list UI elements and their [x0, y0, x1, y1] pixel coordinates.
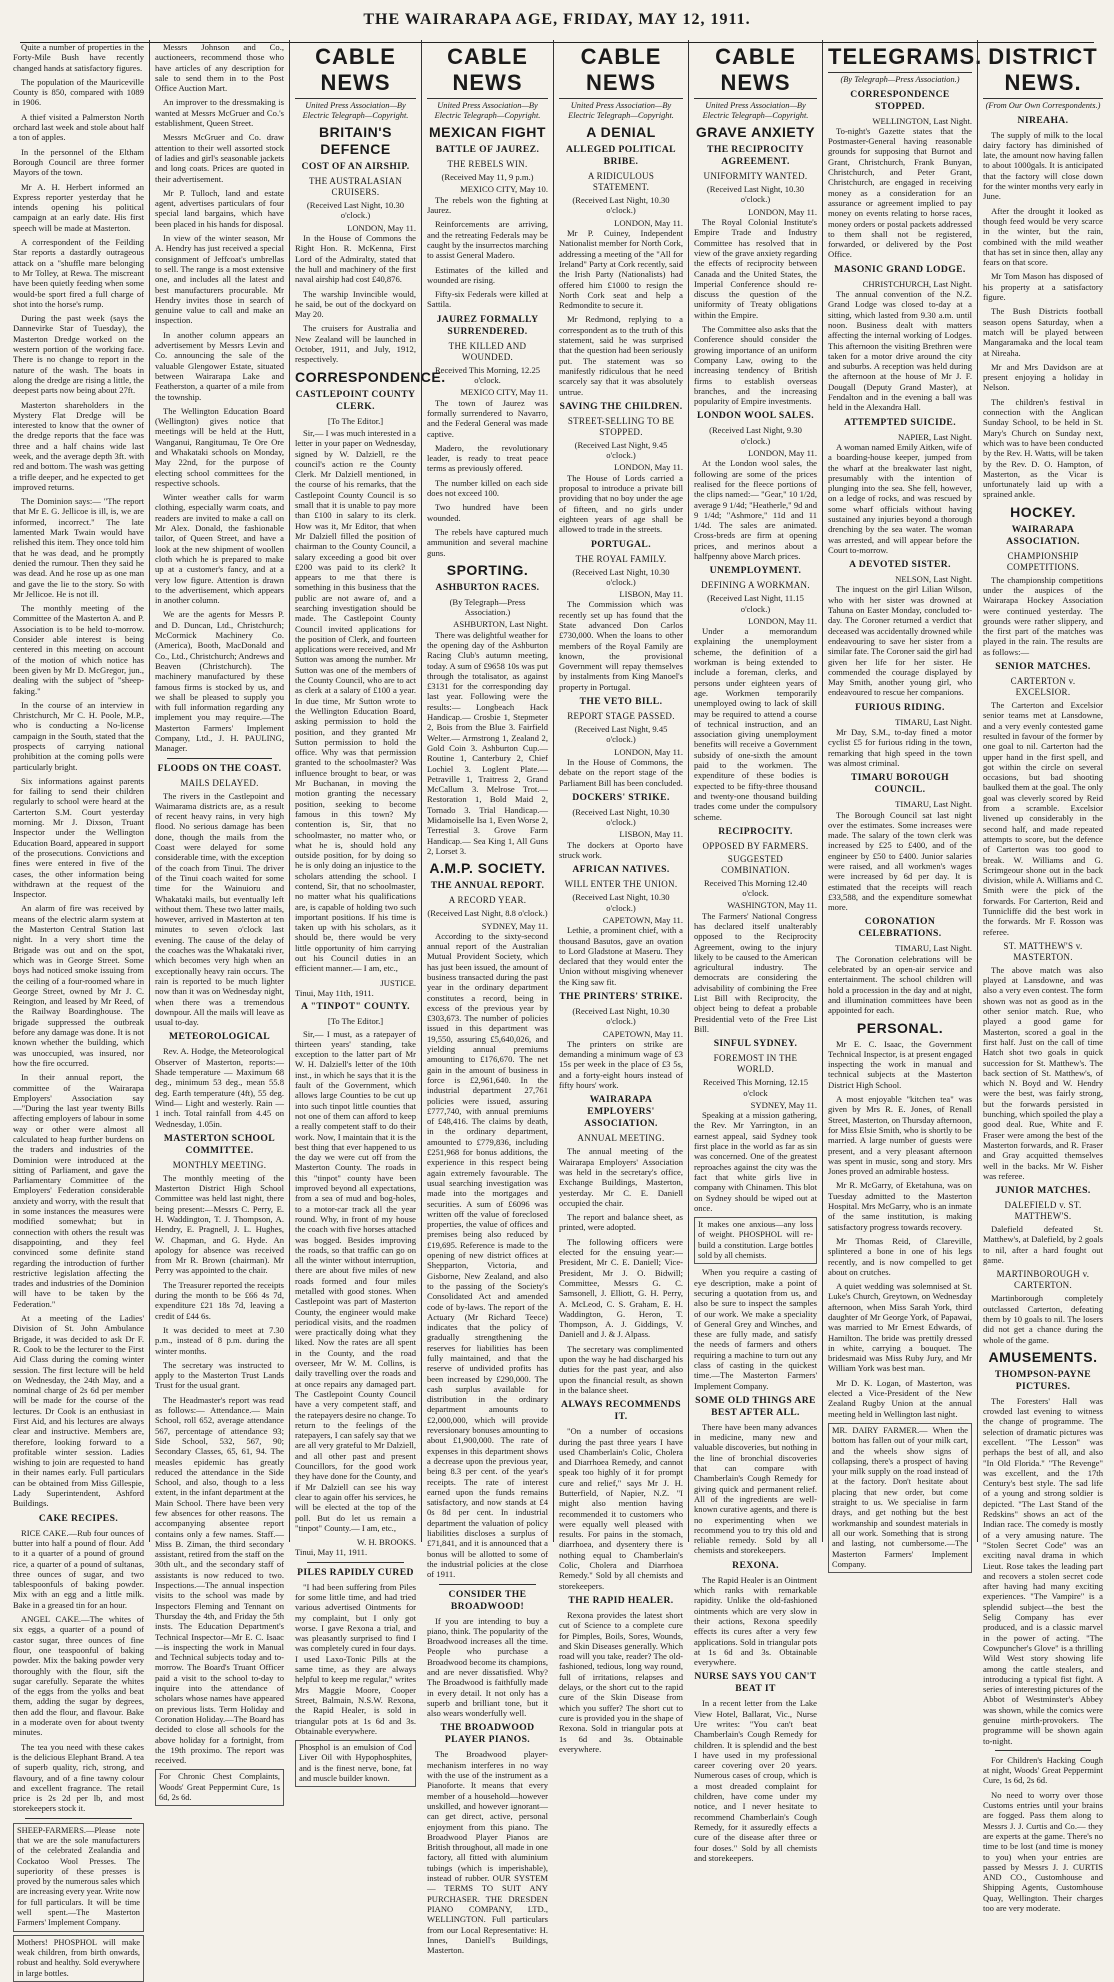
paragraph: Masterton shareholders in the Mystery Flat Dredge will be interested to know that the owner of the dredge reports that the face was three and a half chains wide last week, and the average depth 3ft. with red and bottom. The wash was getting a trifle deeper, and he expected to get improved returns. — [13, 399, 144, 492]
paragraph: The tea you need with these cakes is the delicious Elephant Brand. A tea of superb quality, rich, strong, and flavoury, and of a fine tawny colour and excellent fragrance. The retail price is 2s 2d per lb, and most storekeepers stock it. — [13, 1741, 144, 1814]
britains-defence-heading: BRITAIN'S DEFENCE — [319, 124, 392, 158]
pictures-subheading: THOMPSON-PAYNE PICTURES. — [994, 1368, 1092, 1392]
floods-text: The rivers in the Castlepoint and Waimarama districts are, as a result of recent heavy rains, in very high flood. No serious damage has been done, though the mails from the Coast were delayed for some considerable time, with the exception of the coach from Tinui. The driver of the Tinui coach waited for some time for the Wainuioru and Whakataki mails, but eventually left without them. These two latter mails, however, arrived in Masterton at ten minutes to seven o'clock last evening. The cause of the delay of the coaches was the Whakataki river, which becomes very high when an exceptionally heavy rain occurs. The rain is reported to be much lighter now than it was on Wednesday night, when there was a tremendous downpour. All the mails will leave as usual to-day. — [155, 790, 284, 1028]
floods-subheading: MAILS DELAYED. — [180, 777, 259, 788]
opposed-subheading: OPPOSED BY FARMERS. — [702, 840, 809, 851]
cake-recipes-heading: CAKE RECIPES. — [38, 1512, 119, 1524]
paragraph: Mr P. Tulloch, land and estate agent, advertises particulars of four special land bargains, which have been placed in his hands for disposal. — [155, 187, 284, 229]
st-matthews-masterton-heading: ST. MATTHEW'S v. MASTERTON. — [1003, 940, 1083, 962]
britain-items — [295, 233, 416, 365]
cable-byline: United Press Association—By Electric Telegraph—Copyright. — [568, 101, 674, 120]
employers-association-heading: WAIRARAPA EMPLOYERS' ASSOCIATION. — [584, 1094, 658, 1130]
letter-date: Tinui, May 11, 1911. — [295, 1547, 368, 1558]
carterton-excelsior-heading: CARTERTON v. EXCELSIOR. — [1010, 676, 1076, 698]
dateline: CHRISTCHURCH, Last Night. — [862, 278, 972, 289]
unemployment-text: Under a memorandum explaining the unemployment scheme, the definition of a workman is being extended to include a foreman, clerks, and persons under eighteen years of age. Workmen temporarily unemployed owing to lack of skill may be required to attend a course of technical instruction, and an association giving unemployment benefits will receive a Government subsidy of one-sixth the amount paid to the workmen. The expenditure of these bodies is expected to be fifty-three thousand and twenty-one thousand building trades come under the compulsory scheme. — [694, 626, 817, 822]
always-recommends-text: "On a number of occasions during the past three years I have used Chamberlain's Colic, Cholera and Diarrhoea Remedy, and cannot speak too highly of it for prompt cure and relief," says Mr J. H. Butterfield, of Napier, N.Z. "I might also mention having recommended it to customers who were equally well pleased with results. For pains in the stomach, diarrhoea, and dysentery there is nothing equal to Chamberlain's Colic, Cholera and Diarrhoea Remedy." Sold by all chemists and storekeepers. — [559, 1426, 683, 1591]
paragraph: The secretary was complimented upon the way he had discharged his duties for the past year, and also upon the financial result, as shown in the balance sheet. — [559, 1343, 683, 1395]
uniformity-subheading: UNIFORMITY WANTED. — [703, 171, 808, 182]
dairy-farmer-ad: MR. DAIRY FARMER.— When the bottom has fallen out of your milk cart, and the wheels show signs of collapsing, there's a prospect of having your milk supply on the road instead of at the factory. Don't hesitate about placing that new order, but come straight to us. We specialise in farm drays, and get nothing but the best workmanship and soundest materials in all our work. Something that is strong and lasting, not cumbersome.—The Masterton Farmers' Implement Company. — [828, 1423, 972, 1573]
received-line: Received This Morning 12.40 o'clock. — [704, 877, 807, 899]
advertisement: Mothers! PHOSPHOL will make weak children, from birth onwards, robust and healthy. Sold everywhere in large bottles. — [13, 1935, 144, 1982]
cable-byline: United Press Association—By Electric Telegraph—Copyright. — [302, 101, 409, 120]
furious-riding-heading: FURIOUS RIDING. — [855, 701, 945, 713]
received-line: (Received Last Night, 9.45 o'clock.) — [574, 724, 668, 745]
workman-subheading: DEFINING A WORKMAN. — [701, 580, 810, 591]
employers-items — [559, 1146, 683, 1395]
telegrams-byline: (By Telegraph—Press Association.) — [840, 75, 960, 84]
advertisement: SHEEP-FARMERS.—Please note that we are the sole manufacturers of the celebrated Zealandia and Cockatoo Wool Presses. The superiority of these presses is proved by the numerous sales which are increasing every year. Write now for full particulars. It will be time well spent.—The Masterton Farmers' Implement Company. — [13, 1823, 144, 1932]
royal-family-subheading: THE ROYAL FAMILY. — [575, 553, 667, 564]
amusements-text: The Foresters' Hall was crowded last evening to witness the change of programme. The selection of dramatic pictures was excellent. "The Lesson" was perhaps the best of all, and also "In Old Florida." "The Revenge" was excellent, and the 17th Century's best style. The sad life of a young and strong soldier is depicted. "The Last Stand of the Redskins" shows an act of the Indian race. The comedy is mostly of a very amusing nature. The "Stolen Secret Code" was an exciting naval drama in which Lieut. Rose takes the leading part and recovers a stolen secret code after having had many exciting experiences. "The Vampire" is a splendid subject—the best the Selig Company has ever produced, and is a classic marvel in the power of acting. "The Cowpuncher's Glove" is a thrilling Wild West story showing life among the cattle stealers, and introducing a typical fist fight. A series of interesting pictures of the Abbot of Westminster's Abbey was shown, while the comics were genuine mirth-provokers. The programme will be shown again to-night. — [983, 1395, 1103, 1746]
jaurez-battle-subheading: BATTLE OF JAUREZ. — [435, 144, 540, 156]
school-committee-items — [155, 1173, 284, 1766]
nireaha-items — [983, 130, 1103, 500]
political-bribe-subheading: ALLEGED POLITICAL BRIBE. — [566, 144, 676, 168]
paragraph: Madero, the revolutionary leader, is ready to treat peace terms as previously offered. — [427, 442, 548, 474]
divider — [167, 758, 272, 759]
carterton-excelsior-text: The Carterton and Excelsior senior teams met at Lansdowne, and a very evenly contested game resulted in favour of the former by one goal to nil. Carterton had the upper hand in the first spell, and got within the circle on several occasions, but bad shooting baulked them at the goal. The only goal was cleverly scored by Reid from a scramble. Excelsior livened up considerably in the second half, and made repeated attempts to score, but the defence of Carterton was too good to break. W. Williams and G. Scrimgeour shone out in the back division, while A. Williams and C. Smith were the pick of the forwards. For Carterton, Reid and Tunnicliffe did the best work in the forwards. Mr F. Rosson was referee. — [983, 700, 1103, 937]
reciprocity-text: The Farmers' National Congress has declared itself unalterably opposed to the Reciprocity Agreement, owing to the injury likely to be caused to the American agricultural industry. The democrats are considering the advisability of combining the Free List Bill with Reciprocity, the object being to defeat a probable Presidential veto of the Free List Bill. — [694, 910, 817, 1034]
african-text: Lethie, a prominent chief, with a thousand Basutos, gave an ovation to Lord Gladstone at Maseru. They declared that they would enter the Union without misgiving whenever the King saw fit. — [559, 925, 683, 987]
paragraph: Mr Thomas Reid, of Clareville, splintered a bone in one of his legs recently, and is now compelled to get about on crutches. — [828, 1235, 972, 1277]
piles-text: "I had been suffering from Piles for some little time, and had tried various advertised Ointments for my complaint, but I only got worse. I gave Rexona a trial, and was pleasantly surprised to find I was completely cured in four days. I used Laxo-Tonic Pills at the same time, as they are always helpful to keep me regular," writes Mrs Maggie Moore, Cooper Street, Balmain, N.S.W. Rexona, the Rapid Healer, is sold in triangular pots at 1s 6d and 3s. Obtainable everywhere. — [295, 1581, 416, 1736]
denial-items — [559, 228, 683, 397]
paragraph: Sir,— I was much interested in a letter in your paper on Wednesday, signed by W. Dalziell, re the council's action re the County Clerk. Mr Dalziell mentioned, in the course of his remarks, that the Castlepoint County Council is so small that it is unable to pay more than £100 in salary to its clerk. How was it, Mr Editor, that when Mr Dalziell filled the position of chairman to the County Council, a salary exceeding a good bit over £200 was paid to its clerk? It appears to me that there is something in this business that the public are not aware of, and a searching investigation should be made. The Castlepoint County Council invited applications for the position of Clerk, and fourteen applications were received, and Mr Sutton was among the number. Mr Sutton was one of the members of the County Council, who are to act as clerk at a salary of £100 a year. In due time, Mr Sutton wrote to the Wellington Education Board, asking permission to hold the position, and they granted Mr Sutton permission to hold the office. Why was that permission granted to the schoolmaster? Was influence brought to bear, or was Mr Buchanan, in moving the motion granting the necessary position, seeking to become famous in this town? My contention is, Sir, that no schoolmaster, no matter who, or what he is, should hold any outside position, for by doing so he is only doing an injustice to the scholars attending the school. I contend, Sir, that no schoolmaster, no matter what his qualifications are, is capable of holding two such important positions. If his time is taken up with his scholars, as it should be, there would be very little opportunity of him carrying out his Council duties in an efficient manner.— I am, etc., — [295, 427, 416, 974]
unemployment-heading: UNEMPLOYMENT. — [709, 565, 802, 577]
dateline: LISBON, May 11. — [619, 829, 683, 840]
player-pianos-heading: THE BROADWOOD PLAYER PIANOS. — [440, 1722, 535, 1746]
column-5 — [554, 40, 689, 1754]
local-paragraphs — [13, 42, 144, 1509]
paragraph: In another column appears an advertisement by Messrs Levin and Co. announcing the sale of the valuable Glengower Estate, situated between Wairarapa Lake and Featherston, a quarter of a mile from the township. — [155, 329, 284, 402]
sinful-sydney-heading: SINFUL SYDNEY. — [713, 1038, 798, 1050]
correspondence-heading: CORRESPONDENCE. — [295, 368, 446, 385]
dateline: CAPETOWN, May 11. — [602, 914, 683, 925]
column-1 — [8, 40, 150, 1978]
meteor-heading: METEOROLOGICAL — [168, 1031, 271, 1043]
jaurez-surrender-heading: JAUREZ FORMALLY SURRENDERED. — [436, 313, 539, 337]
district-news-heading: DISTRICT NEWS. — [983, 44, 1103, 99]
paragraph: In the course of an interview in Christchurch, Mr C. H. Poole, M.P., who is conducting a No-license campaign in the South, stated that the prospects of carrying national prohibition at the coming polls were particularly bright. — [13, 699, 144, 772]
killed-wounded-subheading: THE KILLED AND WOUNDED. — [448, 340, 527, 362]
dateline: LONDON, May 11. — [748, 206, 817, 217]
masthead-title: THE WAIRARAPA AGE, FRIDAY, MAY 12, 1911. — [363, 11, 751, 28]
ashburton-races-subheading: ASHBURTON RACES. — [435, 581, 540, 593]
dateline: TIMARU, Last Night. — [895, 799, 972, 810]
paragraph: The monthly meeting of the Committee of the Masterton A. and P. Association is to be held to-morrow. Consider able interest is being centered in this meeting on account of the motion of which notice has been given by Mr D. McGregor, jun., dealing with the subject of "sheep-faking." — [13, 603, 144, 696]
paragraph: The rebels won the fighting at Jaurez. — [427, 194, 548, 216]
school-committee-heading: MASTERTON SCHOOL COMMITTEE. — [163, 1132, 276, 1156]
wool-sales-heading: LONDON WOOL SALES. — [696, 410, 815, 422]
telegrams-heading: TELEGRAMS. — [828, 44, 972, 73]
nurse-heading: NURSE SAYS YOU CAN'T BEAT IT — [694, 1671, 817, 1695]
received-line: (Received Last Night, 9.30 o'clock.) — [709, 425, 802, 446]
paragraph: Reinforcements are arriving, and the retreating Federals may be caught by the insurrectos marching to assist General Madero. — [427, 219, 548, 261]
dateline: SYDNEY, May 11. — [481, 920, 548, 931]
received-line: (Received Last Night, 10.30 o'clock.) — [572, 195, 670, 216]
dateline: NAPIER, Last Night. — [898, 431, 972, 442]
cable-byline: United Press Association—By Electric Telegraph—Copyright. — [702, 101, 809, 120]
dateline: LONDON, May 11. — [748, 615, 817, 626]
column-3 — [290, 40, 446, 1784]
street-selling-subheading: STREET-SELLING TO BE STOPPED. — [567, 415, 675, 437]
combination-subheading: SUGGESTED COMBINATION. — [721, 853, 790, 875]
paragraph: The secretary was instructed to apply to the Masterton Trust Lands Trust for the usual grant. — [155, 1359, 284, 1391]
paragraph: During the past week (says the Dannevirke Star of Tuesday), the Masterton Dredge worked on the western portion of the working face. There is no change to report in the nature of the wash. The boats in along the dredge are rising a little, the deepest parts now being about 27ft. — [13, 313, 144, 396]
received-line: (Received Last Night, 10.30 o'clock.) — [706, 184, 805, 205]
paragraph: Mr Tom Mason has disposed of his property at a satisfactory figure. — [983, 271, 1103, 303]
nurse-text: In a recent letter from the Lake View Hotel, Ballarat, Vic., Nurse Ure writes: "You can't beat Chamberlain's Cough Remedy for children. It is splendid and the best I have used in my professional career covering over 20 years. Numerous cases of croup, which is a most dreaded complaint for children, have come under my notice, and I never hesitate to recommend Chamberlain's Cough Remedy, for it assuredly effects a cure of the disease after three or four doses." Sold by all chemists and storekeepers. — [694, 1698, 817, 1863]
dateline: SYDNEY, May 11. — [750, 1099, 817, 1110]
cruisers-subheading: THE AUSTRALASIAN CRUISERS. — [308, 176, 403, 198]
amusements-heading: AMUSEMENTS. — [988, 1348, 1098, 1365]
phosphol-ad: It makes one anxious—any loss of weight. PHOSPHOL will re-build a constitution. Large bottles sold by all chemists. — [694, 1217, 817, 1264]
sinful-text: Speaking at a mission gathering, the Rev. Mr Yarrington, in an earnest appeal, said Sydney took first place in the world as far as sin was concerned. One of the greatest reproaches against the city was the fact that white girls live in company with Chinamen. This blot on Sydney should be wiped out at once. — [694, 1110, 817, 1213]
devoted-sister-heading: A DEVOTED SISTER. — [849, 559, 951, 571]
hacking-cough-ad: For Children's Hacking Cough at night, Woods' Great Peppermint Cure, 1s 6d, 2s 6d. — [983, 1754, 1103, 1786]
st-matthews-masterton-text: The above match was also played at Lansdowne, and was also a very even contest. The form shown was not as good as in the other senior match. Rue, who played a good game for Masterton, scored a goal in the first half. Just on the call of time Hatch shot two goals in quick succession for St. Matthew's. The back section of St. Matthew's, of which N. Boyd and W. Hendry were the best, was fairly strong, but the forwards persisted in bunching, which spoiled the play a good deal. Rue, White and F. Fraser were among the best of the Masterton forwards, and R. Fraser and Gray acquitted themselves well in the backs. Mr W. Fisher was referee. — [983, 964, 1103, 1181]
grave-anxiety-heading: GRAVE ANXIETY — [695, 124, 816, 141]
columns — [8, 40, 1108, 1978]
paragraph: Mr D. K. Logan, of Masterton, was elected a Vice-President of the New Zealand Rugby Union at the annual meeting held in Wellington last night. — [828, 1377, 972, 1419]
children-heading: SAVING THE CHILDREN. — [559, 400, 683, 412]
ridiculous-statement-subheading: A RIDICULOUS STATEMENT. — [587, 171, 655, 193]
county-clerk-subheading: CASTLEPOINT COUNTY CLERK. — [295, 388, 416, 412]
paragraph: An alarm of fire was received by means of the electric alarm system at the Masterton Central Station last night. In a very short time the Brigade was out and on the spot, which was in George Street. Some boys had noticed smoke issuing from the ceiling of a four-roomed whare in George Street, owned by Mr J. C. Reington, and leased by Mr Reed, of the Railway Boardinghouse. The brigade suppressed the outbreak before any damage was done. It is not known whether the building, which was unoccupied, was insured, nor how the fire occurred. — [13, 903, 144, 1068]
veto-text: In the House of Commons, the debate on the report stage of the Parliament Bill has been concluded. — [559, 756, 683, 788]
always-recommends-heading: ALWAYS RECOMMENDS IT. — [561, 1399, 681, 1423]
paragraph: The children's festival in connection with the Anglican Sunday School, to be held in St. Mary's Church on Sunday next, which was to have been conducted by the Rev. H. Watts, will be taken by the Rev. D. O. Hampton, of Masterton, as the Vicar is unfortunately laid up with a sprained ankle. — [983, 396, 1103, 500]
paragraph: Six informations against parents for failing to send their children regularly to school were heard at the Carterton S.M. Court yesterday morning. Mr J. Dixson, Truant Inspector under the Wellington Education Board, appeared in support of the prosecutions. Convictions and fines were entered in five of the cases, the other information being withdrawn at the request of the Inspector. — [13, 775, 144, 900]
old-things-heading: SOME OLD THINGS ARE BEST AFTER ALL. — [695, 1394, 816, 1418]
paragraph: The Dominion says:— "The report that Mr E. G. Jellicoe is ill, is, we are informed, incorrect." The late lamented Mark Twain would have relished this item. They once told him that he was dead, and he promptly denied the rumour. Then they said he was dead. And he rose up as one man and gave the lie to the story. So with Mr Jellicoe. He is not ill. — [13, 496, 144, 599]
paragraph: Estimates of the killed and wounded are rising. — [427, 264, 548, 285]
timaru-council-heading: TIMARU BOROUGH COUNCIL. — [850, 772, 950, 796]
african-natives-heading: AFRICAN NATIVES. — [572, 864, 670, 876]
divider — [25, 1818, 132, 1819]
paragraph: The Bush Districts football season opens Saturday, when a match will be played between Mangaramaka and the local team at Nireaha. — [983, 306, 1103, 358]
column-4 — [422, 40, 554, 1956]
dateline: ASHBURTON, Last Night. — [453, 619, 548, 630]
paragraph: We are the agents for Messrs P. and D. Duncan, Ltd., Christchurch; McCormick Machinery Co. (America), Booth, MacDonald and Co., Ltd., Christchurch; Andrews and Beaven (Christchurch). The machinery manufactured by these famous firms is stocked by us, and we shall be pleased to supply you with full information regarding any implement you may require.—The Masterton Farmers' Implement Company, Ltd., J. H. PAULING, Manager. — [155, 609, 284, 754]
rexona-heading: REXONA. — [732, 1559, 779, 1571]
children-text: The House of Lords carried a proposal to introduce a private bill providing that no boy under the age of fifteen, and no girls under eighteen years of age shall be allowed to trade in the streets. — [559, 472, 683, 535]
tinpot-heading: A "TINPOT" COUNTY. — [301, 1001, 410, 1013]
portugal-text: The Commission which was recently set up has found that the State advanced Don Carlos £730,000. When the loans to other members of the Royal Family are known, the provisional Government will repay themselves by instalments from King Manoel's property in Portugal. — [559, 599, 683, 692]
masonic-heading: MASONIC GRAND LODGE. — [834, 263, 966, 275]
dockers-heading: DOCKERS' STRIKE. — [572, 791, 670, 803]
amp-society-heading: A.M.P. SOCIETY. — [429, 860, 546, 877]
received-line: Received This Morning, 12.25 o'clock. — [434, 364, 541, 386]
cable-news-heading: CABLE NEWS — [427, 44, 548, 99]
meteor-text: Rev. A. Hodge, the Meteorological Observer of Masterton, reports:— Shade temperature — Maximum 68 deg., minimum 53 deg., mean 55.8 deg. Earth temperature (4ft), 55 deg. Wind— Light and westerly. Rain — 1 inch. Total rainfall from 4.45 on Wednesday, 1.05in. — [155, 1046, 284, 1129]
devoted-sister-text: The inquest on the girl Lilian Wilson, who with her sister was drowned at Tahuna on Easter Monday, concluded to-day. The Coroner returned a verdict that deceased was accidentally drowned while endeavouring to save her sister from a similar fate. The Coroner said the girl had given her life for her sister. He commended the courage displayed by May Smith, another young girl, who endeavoured to rescue her companions. — [828, 584, 972, 698]
school-committee-subheading: MONTHLY MEETING. — [172, 1159, 267, 1170]
hockey-heading: HOCKEY. — [1010, 503, 1076, 520]
column-7 — [823, 40, 983, 1569]
paragraph: A quiet wedding was solemnised at St. Luke's Church, Greytown, on Wednesday afternoon, when Miss Sarah York, third daughter of Mr George York, of Papawai, was married to Mr Ernest Edwards, of Hamilton. The bride was prettily dressed in white, carrying a bouquet. The bridesmaid was Miss Ruby Jury, and Mr William York was best man. — [828, 1281, 972, 1374]
received-line: Received This Morning, 12.15 o'clock — [702, 1077, 809, 1098]
paragraph: The Royal Colonial Institute's Empire Trade and Industry Committee has resolved that in view of the grave anxiety regarding the effects of reciprocity between Canada and the United States, the Imperial Conference should re-discuss the question of the uniformity of Treaty obligations within the Empire. — [694, 217, 817, 320]
paragraph: RICE CAKE.—Rub four ounces of butter into half a pound of flour. Add to it a quarter of a pound of ground rice, a quarter of a pound of sultanas, three ounces of sugar, and two tablespoonfuls of baking powder. Mix with an egg and a little milk. Bake in a greased tin for an hour. — [13, 1527, 144, 1610]
received-line: (Received Last Night, 10.30 o'clock.) — [572, 566, 670, 587]
paragraph: Messrs Johnson and Co., auctioneers, recommend those who have articles of any description for sale to send them in to the Post Office Auction Mart. — [155, 42, 284, 94]
paragraph: The following officers were elected for the ensuing year:— President, Mr C. E. Daniell; Vice-President, Mr J. O. Bidwill; Committee, Messrs G. C. Samsonell, J. Elliott, G. H. Perry, A. McLeod, C. S. Graham, E. H. Waddington, G. Heron, T. Thompson, A. J. Giddings, V. Daniell and J. & J. Alpass. — [559, 1236, 683, 1340]
attempted-suicide-text: A woman named Emily Aitken, wife of a boarding-house keeper, jumped from the wharf at the breakwater last night, presumably with the intention of plunging into the sea. She fell, however, on a ledge of rocks, and was rescued by some wharf officials without having sustained any injuries beyond a thorough drenching by the sea water. The woman was arrested, and will appear before the Court to-morrow. — [828, 441, 972, 555]
sporting-heading: SPORTING. — [446, 561, 529, 578]
grave-items — [694, 217, 817, 406]
paragraph: The supply of milk to the local dairy factory has diminished of late, the amount now having fallen to about 1000gals. It is anticipated that the factory will close down for the winter months very early in June. — [983, 129, 1103, 202]
paragraph: The cruisers for Australia and New Zealand will be launched in October, 1911, and July, 1912, respectively. — [295, 323, 416, 365]
wool-text: At the London wool sales, the following are some of the prices realised for the fleece portions of the clips named:— "Gear," 10 1/2d, average 9 1/4d; "Heatherle," 9d and 9 1/4d; "Ashmore," 11d and 11 1/4d. The sales are animated. Cross-breds are firm at opening prices, and merinos about a halfpenny above March prices. — [694, 458, 817, 561]
paragraph: In the personnel of the Eltham Borough Council are three former Mayors of the town. — [13, 146, 144, 178]
paragraph: The Committee also asks that the Conference should consider the growing importance of an uniform Company Law, owing to the increasing tendency of British firms to establish overseas branches, and the increasing popularity of Empire investments. — [694, 324, 817, 407]
received-line: (Received Last Night, 11.15 o'clock.) — [707, 593, 804, 614]
foremost-subheading: FOREMOST IN THE WORLD. — [713, 1053, 798, 1075]
dateline: LONDON, May 11. — [748, 448, 817, 459]
paragraph: In their annual report, the committee of the Wairarapa Employers' Association say—"During the last year twenty Bills affecting employers of labour in some way or other were almost all calculated to heap further burdens on the traders and industries of the Dominion were introduced at the sitting of Parliament, and gave the Parliamentary Committee of the Employers' Federation considerable anxiety and worry, with the result that in some instances the measures were modified somewhat; but in connection with others the result was disappointing, and they feel convinced some definite stand regarding the introduction of further restrictive legislation affecting the trades and industries of the Dominion will have to be taken by the Federation." — [13, 1072, 144, 1309]
martinborough-heading: MARTINBOROUGH v. CARTERTON. — [996, 1269, 1090, 1291]
player-pianos-text: The Broadwood player-mechanism interferes in no way with the use of the instrument as a Pianoforte. It means that every member of a household—however unskilled, and however ignorant—can get direct, active, personal enjoyment from this piano. The Broadwood Player Pianos are British throughout, all made in one factory, all fitted with aluminium tubings (which is imperishable), instead of rubber. OUR SYSTEM — TERMS TO SUIT ANY PURCHASER. THE DRESDEN PIANO COMPANY, LTD., WELLINGTON. Full particulars from our Local Representative: H. Innes, Daniell's Buildings, Masterton. — [427, 1749, 548, 1956]
association-subheading: WAIRARAPA ASSOCIATION. — [1006, 523, 1080, 547]
dalefield-heading: DALEFIELD v. ST. MATTHEW'S. — [1004, 1200, 1082, 1222]
denial-heading: A DENIAL — [586, 124, 656, 141]
paragraph: The monthly meeting of the Masterton District High School Committee was held last night, there being present:—Messrs C. Perry, E. H. Waddington, T. J. Thompson, A. Hendry, E. Pragnell, J. L. Hughes, W. Chapman, and G. Hyde. An apology for absence was received from Mr R. Brown (chairman). Mr Perry was appointed to the chair. — [155, 1172, 284, 1276]
column-6 — [689, 40, 823, 1863]
correspondence-stopped-heading: CORRESPONDENCE STOPPED. — [850, 88, 950, 112]
paragraph: After the drought it looked as though feed would be very scarce in the winter, but the rain, combined with the mild weather that has set in since then, allay any fears on that score. — [983, 205, 1103, 268]
personal-heading: PERSONAL. — [856, 1019, 944, 1036]
divider — [307, 1562, 404, 1563]
paragraph: Winter weather calls for warm clothing, especially warm coats, and readers are invited to make a call on Mr Alex. Donald, the fashionable tailor, of Queen Street, and have a look at the new shipment of woollen cloth which he is prepared to make up at a customer's fancy, and at a very low figure. Attention is drawn to the advertisement, which appears in another column. — [155, 492, 284, 606]
dateline: MEXICO CITY, May 10. — [460, 184, 548, 195]
paragraph: Mr R. McGarry, of Eketahuna, was on Tuesday admitted to the Masterton Hospital. Mrs McGarry, who is an inmate of the same institution, is making satisfactory progress towards recovery. — [828, 1180, 972, 1232]
paragraph: A correspondent of the Feilding Star reports a dastardly outrageous attack on a "shuffle mare belonging to Mr Tolley, at Rewa. The miscreant have been quietly feeding when some would-be sport fired a full charge of shot into the horse's rump. — [13, 237, 144, 309]
paragraph: A thief visited a Palmerston North orchard last week and stole about half a ton of apples. — [13, 111, 144, 143]
correspondence-stopped-text: To-night's Gazette states that the Postmaster-General having reasonable grounds for supposing that Burnot and Grant, Christchurch, Frank Bunyan, Christchurch, and Peter Grant, Christchurch, are engaged in receiving money as a consideration for an assurance or agreement implied to pay money on events relating to horse races, money orders or postal packets addressed to them shall not be registered, forwarded, or delivered by the Post Office. — [828, 125, 972, 260]
personal-items — [828, 1039, 972, 1419]
dateline: NELSON, Last Night. — [895, 574, 972, 585]
printers-text: The printers on strike are demanding a minimum wage of £3 15s per week in the place of £3 5s, and a forty-eight hours instead of fifty hours' work. — [559, 1038, 683, 1091]
printers-strike-heading: THE PRINTERS' STRIKE. — [559, 991, 683, 1002]
rexona-text: The Rapid Healer is an Ointment which ranks with remarkable rapidity. Unlike the old-fashioned ointments which are very slow in their actions, Rexona speedily effects its cures after a very few applications. Sold in triangular pots at 1s 6d and 3s. Obtainable everywhere. — [694, 1574, 817, 1668]
old-things-text: There have been many advances in medicine, many new and valuable discoveries, but nothing in the line of bronchial discoveries that can compare with Chamberlain's Cough Remedy for giving quick and permanent relief. All of the ingredients are well-known curative agents, and there is no experimenting when we recommend you to try this old and reliable remedy. Sold by all chemists and storekeepers. — [694, 1421, 817, 1556]
nireaha-heading: NIREAHA. — [1017, 114, 1069, 126]
paragraph: An improver to the dressmaking is wanted at Messrs McGruer and Co.'s establishment, Queen Street. — [155, 97, 284, 129]
cable-news-heading: CABLE NEWS — [559, 44, 683, 99]
paragraph: ANGEL CAKE.—The whites of six eggs, a quarter of a pound of castor sugar, three ounces of fine flour, one teaspoonful of baking powder. Mix the baking powder very thoroughly with the flour, sift the sugar carefully. Separate the whites of the eggs from the yolks and beat them, adding the sugar by degrees, then add the flour, and flavour. Bake in a moderate oven for about twenty minutes. — [13, 1614, 144, 1738]
received-line: (Received Last Night, 9.45 o'clock.) — [574, 439, 668, 461]
paragraph: At a meeting of the Ladies' Division of St. John Ambulance Brigade, it was decided to ask Dr F. R. Cook to be the lecturer to the First Aid Class during the coming winter session. The first lecture will be held on Wednesday, the 24th May, and a nominal charge of 2s 6d per member will be made for the course of the lectures. Dr Cook is an enthusiast in First Aid, and his lectures are always clear and instructive. Members are, therefore, looking forward to a profitable winter session. Ladies wishing to join are requested to hand in their names early. Full particulars can be obtained from Miss Gillespie, Lady Superintendent, Ashford Buildings. — [13, 1313, 144, 1509]
dateline: CAPETOWN, May 11. — [602, 1028, 683, 1039]
paragraph: Quite a number of properties in the Forty-Mile Bush have recently changed hands at satisfactory figures. — [13, 42, 144, 73]
dateline: LONDON, May 11. — [614, 462, 683, 473]
cable-news-heading: CABLE NEWS — [694, 44, 817, 99]
paragraph: Mr E. C. Isaac, the Government Technical Inspector, is at present engaged inspecting the work in manual and technical subjects at the Masterton District High School. — [828, 1038, 972, 1090]
peppermint-cure-ad: For Chronic Chest Complaints, Woods' Great Peppermint Cure, 1s 6d, 2s 6d. — [155, 1769, 284, 1806]
received-line: (Received Last Night, 10.30 o'clock.) — [572, 806, 670, 828]
paragraph: Two hundred have been wounded. — [427, 502, 548, 523]
paragraph: The Treasurer reported the receipts during the month to be £66 4s 7d, expenditure £21 18s 7d, leaving a credit of £44 6s. — [155, 1279, 284, 1321]
dateline: WELLINGTON, Last Night. — [872, 115, 972, 126]
paragraph: Fifty-six Federals were killed at Sattila. — [427, 289, 548, 310]
annual-report-subheading: THE ANNUAL REPORT. — [430, 880, 545, 892]
customs-ad: No need to worry over those Customs entries until your brains are fogged. Pass them along to Messrs J. J. Curtis and Co.— they are experts at the game. There's no time to be lost (and time is money to you) when your entries are passed by Messrs J. J. CURTIS AND CO., Customhouse and Shipping Agents, Customhouse Quay, Wellington. Their charges too are very moderate. — [983, 1789, 1103, 1914]
casting-ad: When you require a casting of eye description, make a point of securing a quotation from us, and also be sure to inspect the samples of our work. We make a speciality of General Grey and Winches, and these are fully made, and satisfy the needs of farmers and others requiring a machine to turn out any class of casting in the quickest time.—The Masterton Farmers' Implement Company. — [694, 1267, 817, 1391]
received-line: (Received Last Night, 10.30 o'clock.) — [572, 892, 670, 913]
junior-matches-heading: JUNIOR MATCHES. — [995, 1185, 1091, 1197]
letter-date: Tinui, May 11th, 1911. — [295, 987, 374, 998]
dateline: WASHINGTON, May 11. — [727, 900, 817, 911]
district-byline: (From Our Own Correspondents.) — [985, 101, 1101, 110]
jaurez-items — [427, 398, 548, 558]
masonic-text: The annual convention of the N.Z. Grand Lodge was closed to-day at a sitting, which lasted from 9.30 a.m. until noon. Business dealt with matters affecting the internal working of Lodges. This afternoon the visiting Brethren were taken for a motor drive around the city and suburbs. A reception was held during the afternoon at the house of Mr J. F. Dougall (Deputy Grand Master), at Fendalton and in the evening a ball was held in the Alexandra Hall. — [828, 289, 972, 413]
mexican-items — [427, 195, 548, 310]
tinpot-letter: Sir,— I must, as a ratepayer of thirteen years' standing, take exception to the latter part of Mr W. H. Dalziell's letter of the 10th inst., in which he says that it is the fault of the Government, which allows large Counties to be cut up into such tinpot little counties that not one of them can afford to keep a really competent staff to do their work. Now, I maintain that it is the best thing that ever happened to us the day we were cut off from the Masterton County. The roads in this "tinpot" county have been improved beyond all expectations, from a sea of mud and bog-holes, to a motor-car track all the year round. Why, in front of my house the coach with five horses attached was bogged. Besides improving the roads, so that traffic can go on all the winter without interruption, there are about five miles of new roads formed and four miles metalled with good stones. When Castlepoint was part of Masterton County, the engineer would make periodical visits, and the roadmen were practically doing what they liked. Now the rates are all spent in the County, and the road overseer, Mr W. M. Collins, is daily travelling over the roads and at once repairs any damaged part. The Castlepoint County Council have a very competent staff, and the ratepayers desire no change. To return to the feelings of the ratepayers, I can safely say that we are all very grateful to Mr Dalziell, and all other past and present Councillors, for the good work they have done for the County, and if Mr Dalziell can see his way clear to again offer his services, he will be elected at the top of the poll. But do let us remain a "tinpot" County.— I am, etc., — [295, 1028, 416, 1533]
received-line: (Received Last Night, 8.8 o'clock.) — [427, 908, 548, 919]
broadwood-heading: CONSIDER THE BROADWOOD! — [448, 1588, 527, 1612]
timaru-council-text: The Borough Council sat last night over the estimates. Some increases were made. The salary of the town clerk was increased by £25 to £400, and of the engineer by £50 to £400. Junior salaries were raised, and all workmen's wages were increased by 6d per day. It is estimated that the receipts will reach £33,588, and the expenditure somewhat more. — [828, 809, 972, 913]
senior-matches-heading: SENIOR MATCHES. — [995, 661, 1091, 673]
dateline: LONDON, May 11. — [614, 746, 683, 757]
local-notices — [155, 42, 284, 754]
divider — [995, 1750, 1091, 1751]
phosphol-ad: Phosphol is an emulsion of Cod Liver Oil with Hypophosphites, and is the finest nerve, bone, fat and muscle builder known. — [295, 1740, 416, 1787]
broadwood-text: If you are intending to buy a piano, think. The popularity of the Broadwood increases all the time. People who purchase a Broadwood become its champions, and are never dissatisfied. Why? The Broadwood is faithfully made in every detail. It not only has a superb and brilliant tone, but it also wears wonderfully well. — [427, 1615, 548, 1719]
dalefield-text: Dalefield defeated St. Matthew's, at Dalefield, by 2 goals to nil, after a hard fought out game. — [983, 1224, 1103, 1266]
letter-signature: JUSTICE. — [380, 977, 416, 988]
rapid-healer-text: Rexona provides the latest short cut of Science to a complete cure for Pimples, Boils, Sores, Wounds, and Skin Diseases generally. Which road will you take, reader? The old-fashioned, tedious, long way round, full of irritations, relapses and delays, or the short cut to the rapid cure of the Skin Disease from which you suffer? The short cut to cure is provided you in the shape of Rexona. Sold in triangular pots at 1s 6d and 3s. Obtainable everywhere. — [559, 1609, 683, 1754]
received-line: (Received May 11, 9 p.m.) — [441, 172, 534, 183]
dateline: TIMARU, Last Night. — [895, 716, 972, 727]
to-editor: [To The Editor.] — [327, 415, 384, 426]
paragraph: Mr P. Cuiney, Independent Nationalist member for North Cork, addressing a meeting of the "All for Ireland" Party at Cork recently, said the Irish Party (Nationalists) had offered him £1000 to resign the North Cork seat and help a Redmondite to secure it. — [559, 228, 683, 311]
dateline: LISBON, May 11. — [619, 589, 683, 600]
paragraph: Mr A. H. Herbert informed an Express reporter yesterday that he intends opening his political campaign at an early date. His first speech will be made at Masterton. — [13, 181, 144, 233]
amp-text: According to the sixty-second annual report of the Australian Mutual Provident Society, which has just been issued, the amount of business transacted during the past year in the ordinary department constitutes a record, being in excess of the previous year by £303,673. The number of policies issued in this department was 19,550, assuring £5,640,026, and yielding annual premiums amounting to £176,670. The net gain in the amount of business in force is £2,961,640. In the industrial department 27,761 policies were issued, assuring £777,740, with annual premiums of £48,416. The claims by death, in the ordinary department, amounted to £779,836, including £251,968 for bonus additions, the experience in this respect being again extremely favourable. The usual searching investigation was made into the mortgages and securities. A sum of £6096 was written off the value of foreclosed properties, the value of offices and premises being also reduced by £19,695. Reference is made to the opening of new district offices at Shepparton, Victoria, and Gisborne, New Zealand, and also to the passing of the Society's Consolidated Act and amended code of by-laws. The report of the Actuary (Mr Richard Teece) indicates that the policy of gradually strengthening the reserves for liabilities has been fully maintained, and that the reserve of undivided profits has been increased by £290,000. The cash surplus available for distribution in the ordinary department amounts to £2,000,000, which will provide reversionary bonuses amounting to about £1,900,000. The rate of expenses in this department shows a decrease upon the previous year, being 8.3 per cent. of the year's receipts. The rate of interest earned upon the funds remains satisfactory, and now stands at £4 0s 8d per cent. In industrial department the valuation of policy liabilities discloses a surplus of £71,841, and it is announced that a bonus will be allotted to some of the industrial policies at the close of 1911. — [427, 930, 548, 1580]
paragraph: In view of the winter season, Mr A. Hendry has just received a special consignment of Jeffcoat's umbrellas to sell. The range is a most extensive one, and includes all the latest and best manufacturers procurable. Mr Hendry invites those in search of genuine value to call and make an inspection. — [155, 233, 284, 326]
paragraph: The Wellington Education Board (Wellington) gives notice that meetings will be held at the Hutt, Wanganui, Rangitumau, Te Ore Ore and Whakataki schools on Monday, May 22nd, for the purpose of electing school committees for the respective schools. — [155, 405, 284, 488]
coronation-heading: CORONATION CELEBRATIONS. — [858, 916, 942, 940]
column-8 — [978, 40, 1108, 1914]
received-line: (Received Last Night, 10.30 o'clock.) — [306, 200, 405, 221]
floods-heading: FLOODS ON THE COAST. — [157, 762, 282, 774]
paragraph: The annual meeting of the Wairarapa Employers' Association was held in the secretary's office, Exchange Buildings, Masterton, yesterday. Mr C. E. Daniell occupied the chair. — [559, 1146, 683, 1208]
paragraph: Mr Redmond, replying to a correspondent as to the truth of this statement, said he was surprised that the question had been seriously put. The statement was so manifestly ridiculous that he need scarcely say that it was absolutely untrue. — [559, 314, 683, 397]
dockers-text: The dockers at Oporto have struck work. — [559, 839, 683, 861]
annual-meeting-subheading: ANNUAL MEETING. — [577, 1133, 665, 1144]
paragraph: The number killed on each side does not exceed 100. — [427, 477, 548, 499]
paragraph: The rebels have captured much ammunition and several machine guns. — [427, 526, 548, 558]
furious-riding-text: Mr Day, S.M., to-day fined a motor cyclist £5 for furious riding in the town, remarking that high speed in the town was almost criminal. — [828, 727, 972, 768]
veto-bill-heading: THE VETO BILL. — [579, 696, 663, 708]
airship-subheading: COST OF AN AIRSHIP. — [301, 161, 410, 173]
to-editor: [To The Editor.] — [327, 1016, 384, 1027]
cable-byline: United Press Association—By Electric Telegraph—Copyright. — [434, 101, 541, 120]
paragraph: The warship Invincible would, he said, be out of the dockyard on May 20. — [295, 288, 416, 320]
dateline: TIMARU, Last Night. — [895, 943, 972, 954]
paragraph: The report and balance sheet, as printed, were adopted. — [559, 1212, 683, 1233]
record-year-subheading: A RECORD YEAR. — [448, 895, 527, 906]
paragraph: Mr and Mrs Davidson are at present enjoying a holiday in Nelson. — [983, 361, 1103, 393]
championship-subheading: CHAMPIONSHIP COMPETITIONS. — [1006, 550, 1080, 572]
rapid-healer-heading: THE RAPID HEALER. — [568, 1594, 674, 1606]
martinborough-text: Martinborough completely outclassed Carterton, defeating them by 10 goals to nil. The losers did not get a chance during the whole of the game. — [983, 1293, 1103, 1345]
mexican-fight-heading: MEXICAN FIGHT — [429, 124, 546, 141]
paragraph: A most enjoyable "kitchen tea" was given by Mrs R. E. Jones, of Renall Street, Masterton, on Thursday afternoon, for Miss Elsie Smith, who is shortly to be married. A large number of guests were present, and a very pleasant afternoon was spent in music, song and story. Mrs Jones proved an admirable hostess. — [828, 1094, 972, 1177]
letter-signature: W. H. BROOKS. — [356, 1537, 416, 1548]
column-2 — [150, 40, 290, 1803]
dateline: LONDON, May 11. — [347, 222, 416, 233]
paragraph: It was decided to meet at 7.30 p.m., instead of 8 p.m. during the winter months. — [155, 1324, 284, 1356]
cake-recipes — [13, 1528, 144, 1814]
sporting-text: There was delightful weather for the opening day of the Ashburton Racing Club's autumn meeting, today. A sum of £9658 10s was put through the totalisator, as against £3131 for the corresponding day last year. Following were the results:— Longbeach Hack Handicap.— Crosbie 1, Stepmeter 2, Bois from the Blue 3. Fairfield Welter.— Armstrong 1, Zealand 2, Gold Coin 3. Ashburton Cup.— Routine 1, Canterbury 2, Chief Lochiel 3. Loglent Plate.— Petraville 1, Traitress 2, Grand McCallum 3. Melrose Trot.— Restoration 1, Bold Maid 2, Tornado 3. Trial Handicap.— Midamoiselle Isa 1, Even Worse 2, Terrestial 3. Grove Farm Handicap.— Sea King 1, All Guns 2, Lorset 3. — [427, 629, 548, 856]
report-stage-subheading: REPORT STAGE PASSED. — [567, 711, 675, 722]
paragraph: In the House of Commons the Right Hon. R. McKenna, First Lord of the Admiralty, stated that the hull and machinery of the first naval airship had cost £40,876. — [295, 233, 416, 285]
union-subheading: WILL ENTER THE UNION. — [564, 879, 678, 890]
received-line: (Received Last Night, 10.30 o'clock.) — [572, 1006, 670, 1027]
received-line: (By Telegraph—Press Association.) — [449, 596, 526, 618]
coronation-text: The Coronation celebrations will be celebrated by an open-air service and entertainment. The school children will hold a procession in the day and at night, and illumination committees have been appointed for each. — [828, 953, 972, 1016]
column-1-ads — [13, 1823, 144, 1982]
divider — [439, 1584, 536, 1585]
dateline: MEXICO CITY, May 11. — [460, 387, 548, 398]
correspondence-letter — [295, 428, 416, 974]
dateline: LONDON, May 11. — [614, 217, 683, 228]
attempted-suicide-heading: ATTEMPTED SUICIDE. — [843, 416, 957, 428]
rebels-win-subheading: THE REBELS WIN. — [447, 159, 528, 170]
cable-news-heading: CABLE NEWS — [295, 44, 416, 99]
paragraph: The Headmaster's report was read as follows:— Attendance.— Main School, roll 652, average attendance 567, percentage of attendance 93; Side School, 532, 567, 90; Secondary Classes, 65, 61, 94. The measles epidemic has greatly reduced the attendance in the Side School, and also, though to a less extent, in the infant department at the Main School. There have been very few absences for other reasons. The accompanying absentee report contains only a few names. Staff.—Miss B. Ziman, the third secondary assistant, retired from the staff on the 30th ult., and the secondary staff of assistants is now reduced to two. Inspections.—The annual inspection visits to the school was made by Inspectors Fleming and Tennant on Thursday the 4th, and Friday the 5th insts. The Education Department's Technical Inspector—Mr E. C. Isaac—is inspecting the work in Manual and Technical subjects today and to-morrow. The Board's Truant Officer paid a visit to the school to-day to inquire into the attendance of scholars whose names have appeared on previous lists. Term Holiday and Coronation Holiday.—The Board has decided to close all schools for the above holiday for a fortnight, from the 19th proximo. The report was received. — [155, 1394, 284, 1766]
piles-heading: PILES RAPIDLY CURED — [297, 1566, 414, 1578]
reciprocity-heading: RECIPROCITY. — [718, 825, 793, 837]
paragraph: Messrs McGruer and Co. draw attention to their well assorted stock of ladies and girl's seasonable jackets and long coats. Prices are quoted in their advertisement. — [155, 132, 284, 184]
paragraph: The population of the Mauriceville County is 850, compared with 1089 in 1906. — [13, 76, 144, 108]
hockey-text: The championship competitions under the auspices of the Wairarapa Hockey Association were continued yesterday. The grounds were rather slippery, and the first part of the matches was played in the rain. The results are as follows:— — [983, 574, 1103, 657]
portugal-heading: PORTUGAL. — [590, 538, 652, 550]
paragraph: The town of Jaurez was formally surrendered to Navarro, and the Federal General was made captive. — [427, 397, 548, 439]
masthead — [0, 0, 1114, 40]
reciprocity-agreement-subheading: THE RECIPROCITY AGREEMENT. — [707, 144, 804, 168]
